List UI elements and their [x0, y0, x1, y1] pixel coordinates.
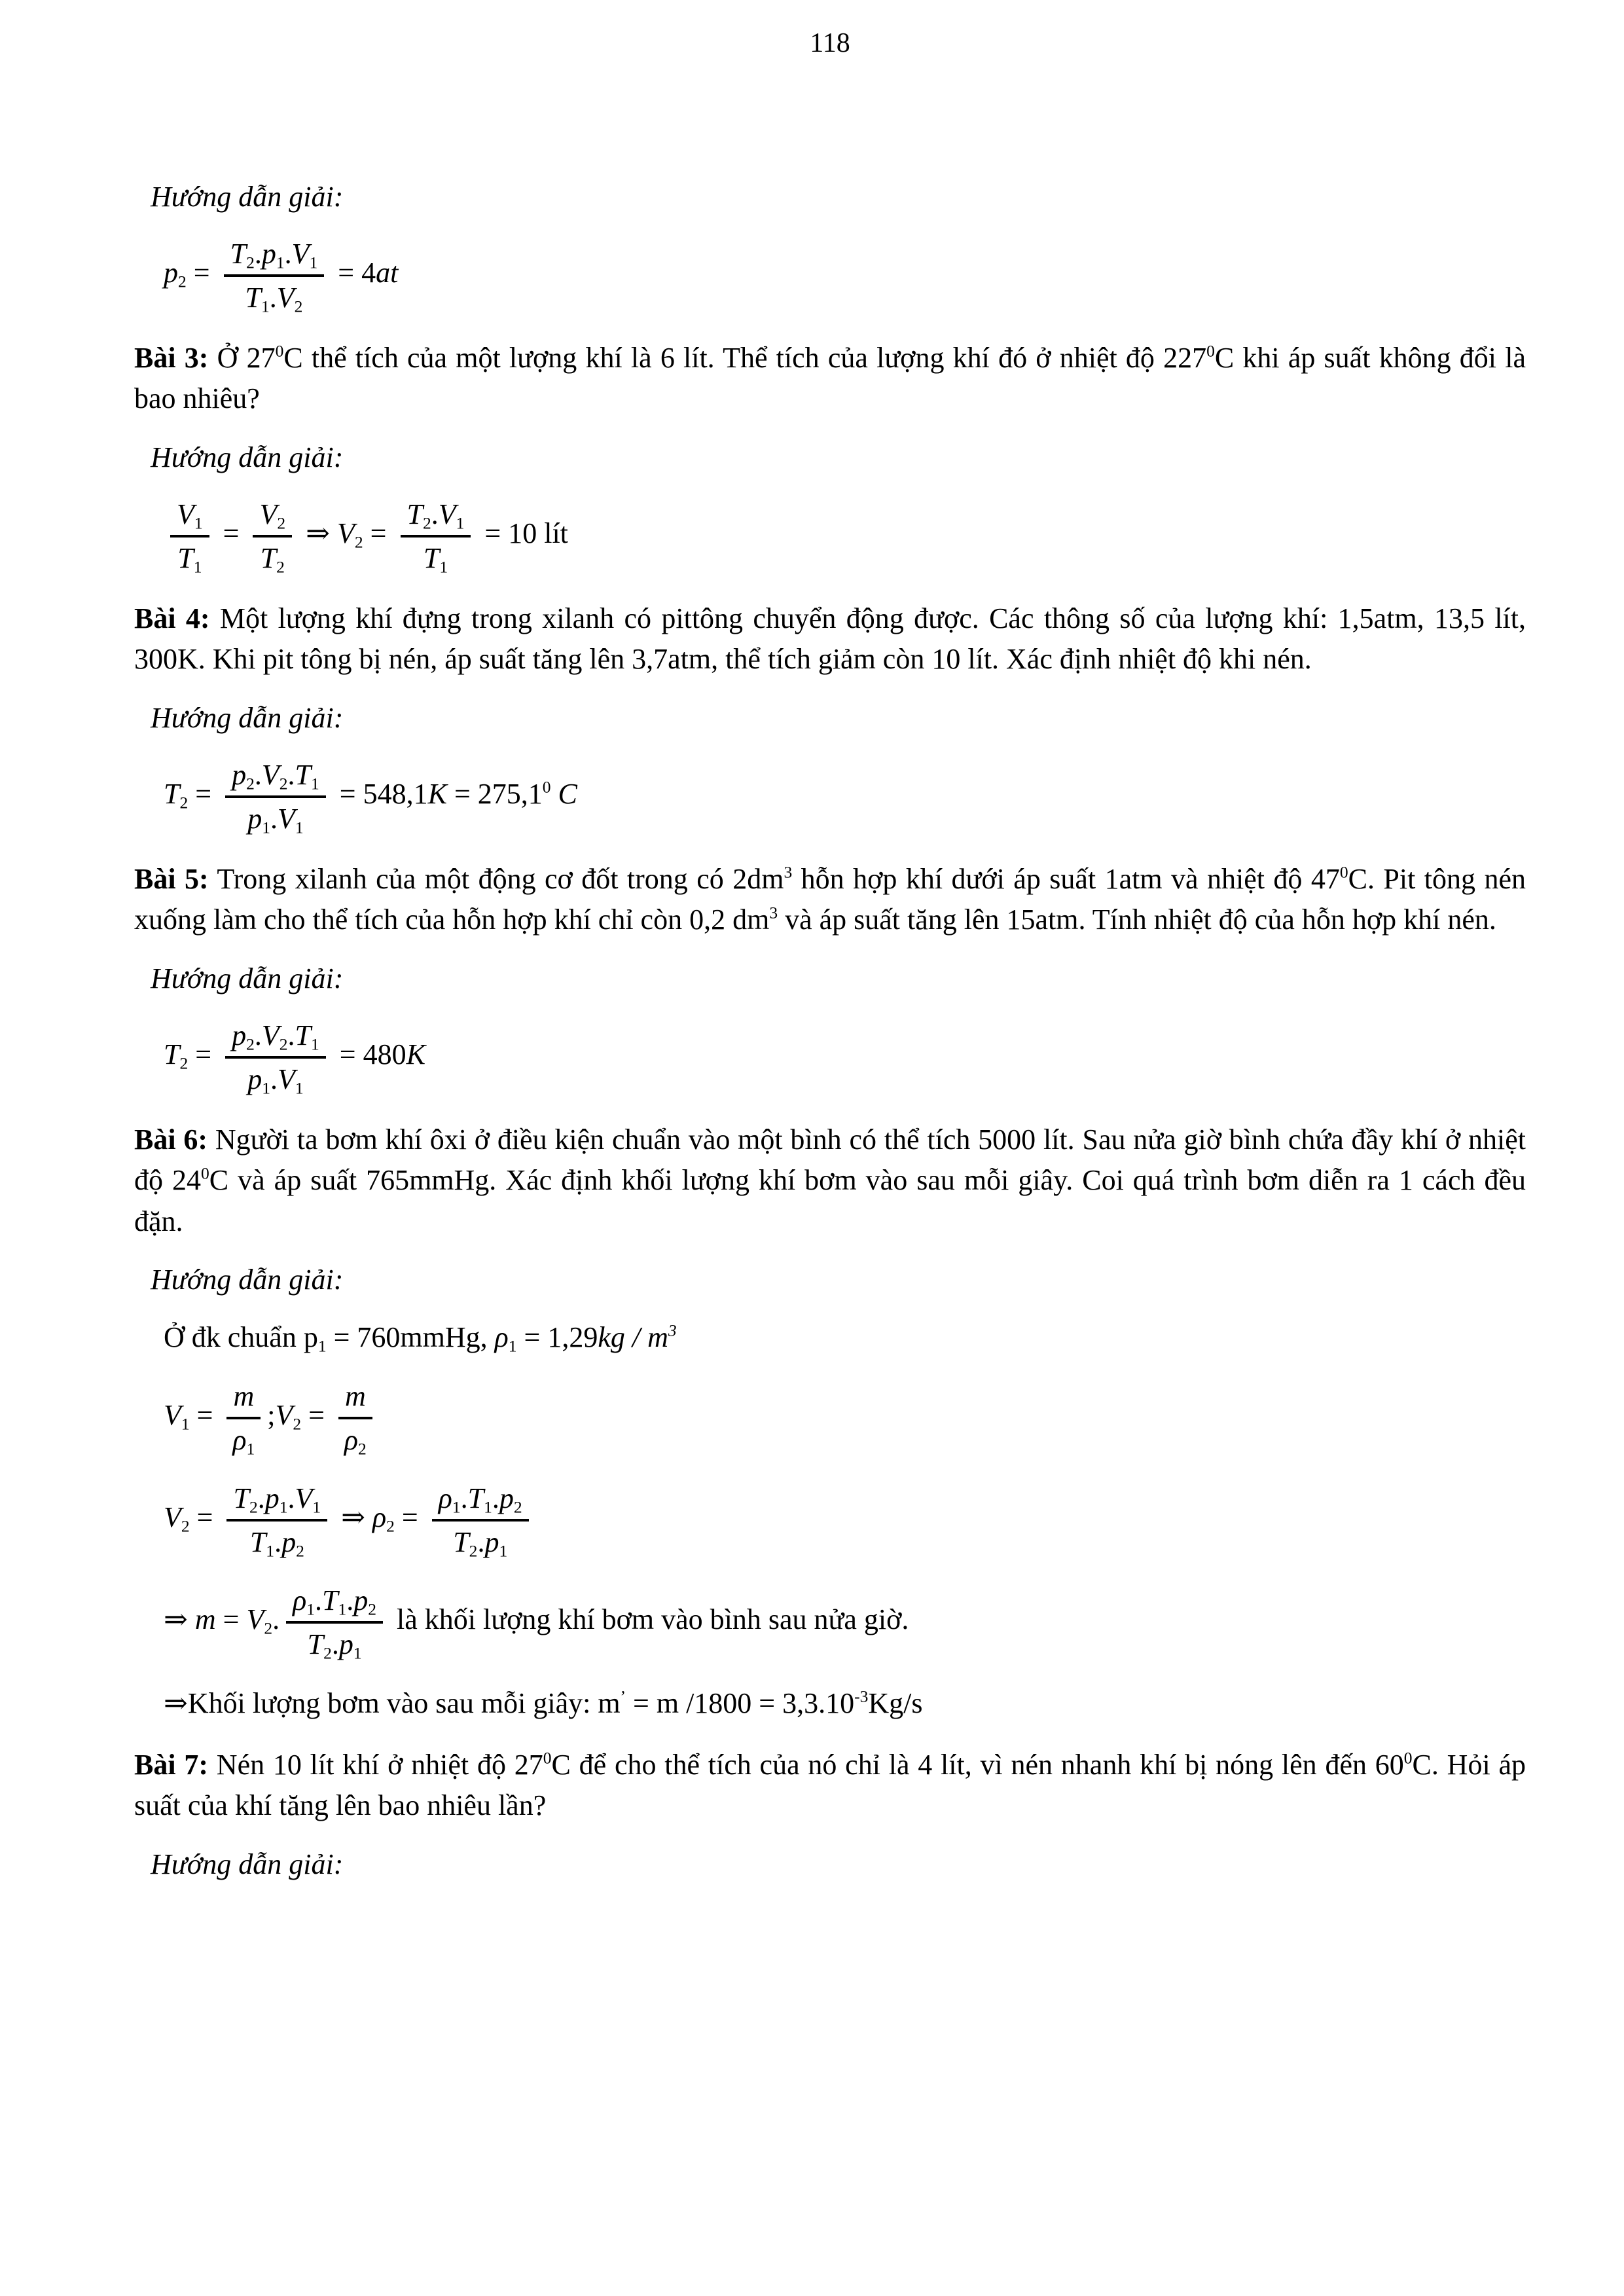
text-run: 0 — [1403, 1748, 1413, 1768]
solution-heading: Hướng dẫn giải: — [151, 701, 344, 734]
text-run: 2 — [264, 1619, 273, 1639]
text-run: 1 — [306, 1600, 316, 1620]
text-run: = 4 — [331, 257, 376, 289]
text-run: 2 — [354, 532, 363, 552]
text-run: = — [189, 1399, 221, 1432]
text-run: 0 — [1339, 862, 1348, 882]
text-run: Nén 10 lít khí ở nhiệt độ 27 — [208, 1748, 543, 1781]
fraction — [432, 1480, 529, 1560]
formula-t2-480 — [164, 1017, 1526, 1097]
problem-bai-6 — [134, 1120, 1526, 1242]
text-run: 1 — [312, 1498, 321, 1518]
text-run: 1 — [317, 1336, 327, 1356]
fraction — [226, 1378, 261, 1458]
text-run: 0 — [1206, 341, 1215, 361]
text-run: 1 — [439, 557, 448, 577]
text-run: p — [261, 238, 276, 270]
text-run: 3 — [769, 903, 778, 922]
problem-bai-5 — [134, 859, 1526, 941]
text-run: ⇒ — [298, 517, 338, 550]
text-run: là khối lượng khí bơm vào bình sau nửa giờ. — [389, 1603, 909, 1636]
text-run: p — [247, 802, 262, 835]
text-run: . — [287, 1019, 295, 1051]
text-run: ⇒ — [164, 1687, 188, 1720]
text-run: . — [460, 1482, 468, 1515]
text-run: V — [295, 1482, 313, 1515]
text-run: T — [164, 1038, 180, 1070]
text-run: 2 — [296, 1542, 304, 1561]
fraction — [253, 496, 292, 576]
text-run: at — [376, 257, 399, 289]
text-run: K — [406, 1038, 425, 1070]
text-run: T — [423, 541, 440, 574]
formula-v2-result — [164, 496, 1526, 576]
text-run: = — [189, 1501, 221, 1534]
text-run: ⇒ — [164, 1603, 195, 1636]
text-run: ρ — [232, 1424, 247, 1457]
text-run: . — [287, 1482, 295, 1515]
text-run: T — [233, 1482, 249, 1515]
text-run: T — [295, 758, 311, 791]
text-run: = — [188, 1038, 219, 1070]
text-run: . — [270, 1063, 278, 1095]
text-run: C khi áp suất không đổi là bao nhiêu? — [134, 342, 1526, 415]
text-run: ’ — [620, 1686, 626, 1706]
text-run: 1 — [193, 557, 202, 577]
text-run: . — [254, 1019, 262, 1051]
text-run: T — [177, 541, 194, 574]
solution-heading: Hướng dẫn giải: — [151, 181, 344, 213]
text-run: V — [164, 1399, 181, 1432]
formula-t2-548 — [164, 757, 1526, 837]
text-run: Kg/s — [868, 1687, 923, 1720]
text-run: . — [270, 802, 278, 835]
text-run: . — [254, 238, 262, 270]
text-run: = 275,1 — [446, 777, 543, 810]
text-run: T — [249, 1526, 266, 1559]
text-run: 1 — [310, 1034, 319, 1054]
page-number: 118 — [810, 28, 850, 58]
text-run: 2 — [386, 1517, 395, 1537]
text-run: V — [291, 238, 310, 270]
text-run: . — [331, 1628, 339, 1661]
text-run: 1 — [499, 1542, 508, 1561]
text-run: m — [233, 1380, 255, 1413]
text-run: T — [307, 1628, 324, 1661]
text-run: p — [232, 758, 247, 791]
text-run: p — [499, 1482, 514, 1515]
text-run: Người ta bơm khí ôxi ở điều kiện chuẩn vào một bình có thể tích 5000 lít. Sau nửa giờ bình chứa đầy khí ở nhiệt độ 24 — [134, 1123, 1526, 1197]
text-run: p — [247, 1063, 262, 1095]
text-run: = — [215, 517, 247, 550]
text-run: = — [215, 1603, 247, 1636]
text-run: V — [164, 1501, 181, 1534]
text-run: 2 — [246, 1034, 255, 1054]
text-run: K — [427, 777, 447, 810]
text-run: 2 — [276, 557, 285, 577]
text-run: T — [164, 777, 180, 810]
text-run: Trong xilanh của một động cơ đốt trong có 2dm — [208, 862, 784, 895]
text-run: . — [287, 758, 295, 791]
fraction — [225, 1017, 326, 1097]
text-run: 1 — [508, 1336, 517, 1356]
text-run: Bài 4: — [134, 602, 210, 634]
text-run: p — [281, 1526, 297, 1559]
text-run: 0 — [542, 777, 551, 797]
text-run: 0 — [543, 1748, 552, 1768]
text-run: = 760mmHg, — [326, 1321, 495, 1354]
text-run: 1 — [456, 513, 465, 533]
line-mass-per-second — [164, 1685, 1526, 1722]
text-run: = — [188, 777, 219, 810]
text-run: p — [484, 1526, 499, 1559]
text-run: T — [230, 238, 247, 270]
text-run: 1 — [353, 1644, 362, 1664]
text-run: p — [338, 1628, 353, 1661]
fraction — [338, 1378, 372, 1458]
text-run: 1 — [266, 1542, 275, 1561]
formula-mass-half-hour — [164, 1582, 1526, 1662]
text-run: = 480 — [332, 1038, 406, 1070]
text-run: V — [277, 802, 295, 835]
text-run: V — [277, 1063, 295, 1095]
text-run: 2 — [358, 1440, 367, 1459]
text-run: 1 — [262, 1078, 270, 1098]
text-run: 1 — [276, 253, 285, 272]
text-run: . — [431, 498, 439, 530]
text-run: 3 — [784, 862, 793, 882]
problem-bai-7 — [134, 1745, 1526, 1827]
text-run: 1 — [338, 1600, 347, 1620]
text-run: V — [275, 1399, 293, 1432]
text-run: 1 — [181, 1415, 190, 1434]
text-run: T — [467, 1482, 484, 1515]
text-run: V — [246, 1603, 264, 1636]
text-run: 2 — [293, 1415, 302, 1434]
text-run: 2 — [368, 1600, 377, 1620]
text-run: 2 — [181, 1517, 190, 1537]
text-run: C thể tích của một lượng khí là 6 lít. Thể tích của lượng khí đó ở nhiệt độ 227 — [283, 342, 1207, 374]
text-run: 2 — [279, 774, 288, 793]
text-run: . — [477, 1526, 485, 1559]
text-run: hỗn hợp khí dưới áp suất 1atm và nhiệt độ 47 — [792, 862, 1340, 895]
text-run: 2 — [277, 513, 286, 533]
text-run: 1 — [310, 774, 319, 793]
text-run: Ở đk chuẩn p — [164, 1321, 318, 1354]
text-run: = — [363, 517, 394, 550]
text-run: 1 — [452, 1498, 461, 1518]
text-run: 1 — [246, 1440, 255, 1459]
text-run: V — [259, 498, 278, 530]
text-run: 0 — [201, 1163, 209, 1183]
text-run: ρ — [438, 1482, 452, 1515]
text-run: . — [272, 1603, 280, 1636]
text-run: -3 — [854, 1686, 869, 1706]
text-run: kg / m — [598, 1321, 668, 1354]
text-run: . — [269, 282, 277, 314]
text-run: 2 — [246, 774, 255, 793]
text-run: = 1,29 — [516, 1321, 598, 1354]
text-run: ρ — [372, 1501, 387, 1534]
text-run: V — [337, 517, 355, 550]
text-run: p — [353, 1584, 369, 1617]
text-run: C — [550, 777, 577, 810]
text-run: 1 — [279, 1498, 288, 1518]
text-run: Bài 5: — [134, 862, 209, 895]
solution-heading: Hướng dẫn giải: — [151, 1264, 344, 1296]
text-run: 2 — [294, 297, 303, 316]
text-run: = — [394, 1501, 425, 1534]
text-run: Bài 3: — [134, 342, 209, 374]
text-run: T — [322, 1584, 338, 1617]
text-run: V — [261, 758, 280, 791]
solution-heading: Hướng dẫn giải: — [151, 962, 344, 994]
formula-rho2 — [164, 1480, 1526, 1560]
text-run: = 10 lít — [477, 517, 568, 550]
text-run: . — [315, 1584, 323, 1617]
text-run: 2 — [179, 793, 189, 812]
text-run: C để cho thể tích của nó chỉ là 4 lít, vì nén nhanh khí bị nóng lên đến 60 — [551, 1748, 1404, 1781]
text-run: ρ — [293, 1584, 307, 1617]
text-run: 1 — [261, 297, 270, 316]
text-run: . — [346, 1584, 354, 1617]
text-run: = — [301, 1399, 332, 1432]
text-run: Khối lượng bơm vào sau mỗi giây: m — [187, 1687, 621, 1720]
text-run: 2 — [513, 1498, 522, 1518]
text-run: 2 — [246, 253, 255, 272]
text-run: T — [245, 282, 261, 314]
text-run: m — [344, 1380, 366, 1413]
text-run: 1 — [309, 253, 318, 272]
text-run: 1 — [295, 818, 304, 837]
fraction — [225, 757, 326, 837]
text-run: p — [164, 257, 178, 289]
text-run: . — [492, 1482, 499, 1515]
text-run: ⇒ — [334, 1501, 373, 1534]
text-run: Bài 6: — [134, 1123, 208, 1156]
text-run: C. Hỏi áp suất của khí tăng lên bao nhiêu lần? — [134, 1748, 1526, 1822]
fraction — [224, 236, 325, 316]
text-run: 2 — [178, 272, 187, 291]
text-run: ; — [267, 1399, 276, 1432]
text-run: V — [261, 1019, 280, 1051]
text-run: = m /1800 = 3,3.10 — [626, 1687, 855, 1720]
text-run: V — [276, 282, 295, 314]
text-run: T — [260, 541, 277, 574]
text-run: 0 — [275, 341, 284, 361]
text-run: C và áp suất 765mmHg. Xác định khối lượng khí bơm vào sau mỗi giây. Coi quá trình bơm diễn ra 1 cách đều đặn. — [134, 1164, 1526, 1237]
text-run: Một lượng khí đựng trong xilanh có pittông chuyển động được. Các thông số của lượng khí: 1,5atm, 13,5 lít, 300K. Khi pit tông bị nén, áp suất tăng lên 3,7atm, thể tích giảm còn 10 lít. Xác định nhiệt độ khi nén. — [134, 602, 1526, 676]
text-run: Bài 7: — [134, 1748, 209, 1781]
text-run: . — [257, 1482, 265, 1515]
text-run: 2 — [249, 1498, 258, 1518]
text-run: T — [453, 1526, 469, 1559]
text-run: = 548,1 — [332, 777, 428, 810]
text-run: 3 — [668, 1321, 677, 1340]
problem-bai-4 — [134, 598, 1526, 680]
text-run: 2 — [469, 1542, 478, 1561]
formula-v1-v2-density — [164, 1378, 1526, 1458]
text-run: p — [232, 1019, 247, 1051]
text-run: . — [254, 758, 262, 791]
solution-heading: Hướng dẫn giải: — [151, 441, 344, 473]
text-run: 1 — [484, 1498, 492, 1518]
text-run: 2 — [422, 513, 431, 533]
text-run: V — [177, 498, 194, 530]
text-run: 1 — [194, 513, 203, 533]
text-run: ρ — [344, 1424, 359, 1457]
text-run: C. Pit tông nén xuống làm cho thể tích của hỗn hợp khí chỉ còn 0,2 dm — [134, 862, 1526, 936]
fraction — [401, 496, 471, 576]
text-run: ρ — [494, 1321, 509, 1354]
text-run: = — [186, 257, 217, 289]
problem-bai-3 — [134, 338, 1526, 420]
text-run: T — [295, 1019, 311, 1051]
text-run: . — [284, 238, 292, 270]
fraction — [226, 1480, 327, 1560]
text-run: 2 — [323, 1644, 332, 1664]
text-run: m — [194, 1603, 216, 1636]
line-standard-conditions — [164, 1319, 1526, 1356]
text-run: và áp suất tăng lên 15atm. Tính nhiệt độ của hỗn hợp khí nén. — [778, 903, 1496, 936]
text-run: . — [274, 1526, 282, 1559]
fraction — [170, 496, 209, 576]
text-run: 2 — [279, 1034, 288, 1054]
text-run: Ở 27 — [208, 342, 276, 374]
text-run: p — [264, 1482, 280, 1515]
text-run: V — [438, 498, 456, 530]
text-run: 1 — [295, 1078, 304, 1098]
text-run: T — [406, 498, 423, 530]
text-run: 1 — [262, 818, 270, 837]
solution-heading: Hướng dẫn giải: — [151, 1848, 344, 1880]
fraction — [286, 1582, 383, 1662]
formula-p2-result — [164, 236, 1526, 316]
text-run: 2 — [179, 1053, 189, 1073]
